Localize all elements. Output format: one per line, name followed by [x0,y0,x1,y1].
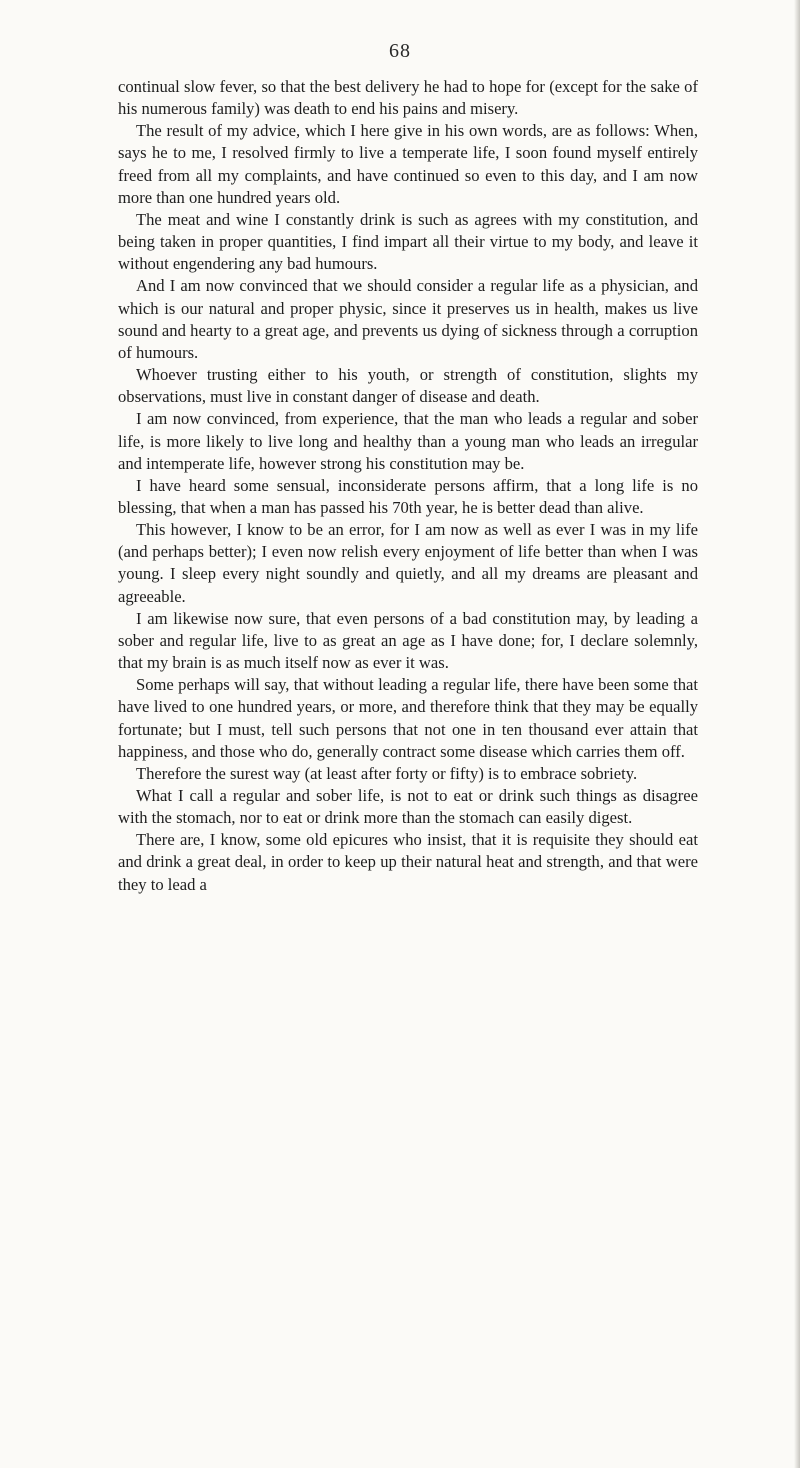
page-edge-shadow [794,0,800,1468]
paragraph: The meat and wine I constantly drink is such as agrees with my constitution, and being taken in proper quantities, I find impart all their virtue to my body, and leave it without engendering any bad humours. [118,209,698,274]
paragraph: continual slow fever, so that the best delivery he had to hope for (except for the sake of his numerous family) was death to end his pains and misery. [118,77,698,119]
paragraph: I am now convinced, from experience, that the man who leads a regular and sober life, is more likely to live long and healthy than a young man who leads an irregular and intemperate life, however strong his constitution may be. [118,409,698,473]
paragraph: This however, I know to be an error, for I am now as well as ever I was in my life (and perhaps better); I even now relish every enjoyment of life better than when I was young. I sleep every night soundly and quietly, and all my dreams are pleasant and agreeable. [118,520,698,606]
paragraph: Whoever trusting either to his youth, or strength of constitution, slights my observations, must live in constant danger of disease and death. [118,365,698,407]
paragraph: Some perhaps will say, that without leading a regular life, there have been some that have lived to one hundred years, or more, and therefore think that they may be equally fortunate; but I must, tell such persons that not one in ten thousand ever attain that happiness, and those who do, generally contract some disease which carries them off. [118,675,698,761]
page-number: 68 [389,40,411,62]
body-text [118,76,698,896]
paragraph: There are, I know, some old epicures who insist, that it is requisite they should eat and drink a great deal, in order to keep up their natural heat and strength, and that were they to lead a [118,830,698,894]
paragraph: The result of my advice, which I here give in his own words, are as follows: When, says he to me, I resolved firmly to live a temperate life, I soon found myself entirely freed from all my complaints, and have continued so even to this day, and I am now more than one hundred years old. [118,121,698,207]
paragraph: I have heard some sensual, inconsiderate persons affirm, that a long life is no blessing, that when a man has passed his 70th year, he is better dead than alive. [118,475,698,517]
paragraph: And I am now convinced that we should consider a regular life as a physician, and which is our natural and proper physic, since it preserves us in health, makes us live sound and hearty to a great age, and prevents us dying of sickness through a corruption of humours. [118,276,698,362]
paragraph: I am likewise now sure, that even persons of a bad constitution may, by leading a sober and regular life, live to as great an age as I have done; for, I declare solemnly, that my brain is as much itself now as ever it was. [118,608,698,673]
paragraph: What I call a regular and sober life, is not to eat or drink such things as disagree with the stomach, nor to eat or drink more than the stomach can easily digest. [118,786,698,828]
paragraph: Therefore the surest way (at least after forty or fifty) is to embrace sobriety. [136,763,638,783]
